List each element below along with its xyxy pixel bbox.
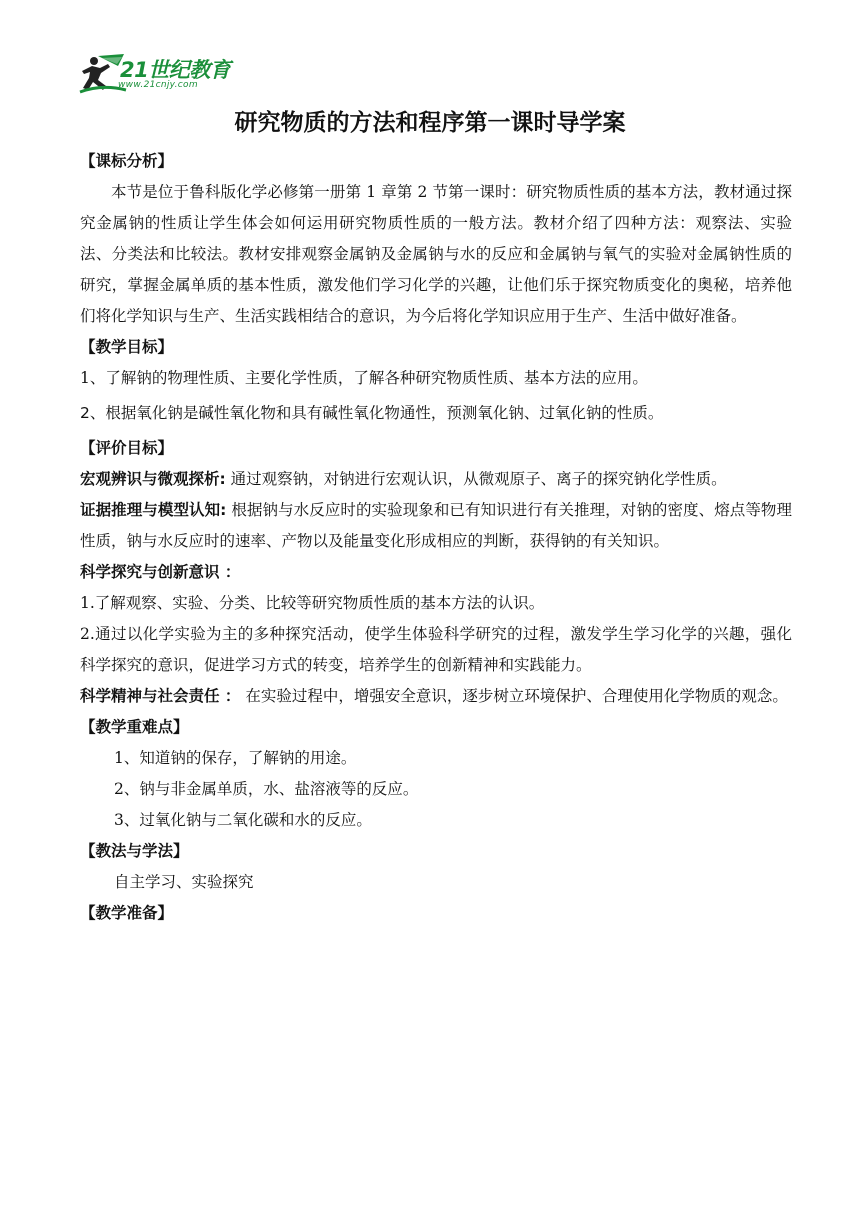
evaluation-heading: 【评价目标】 xyxy=(80,439,174,457)
curriculum-paragraph: 本节是位于鲁科版化学必修第一册第 1 章第 2 节第一课时：研究物质性质的基本方法，教材通过探究金属钠的性质让学生体会如何运用研究物质性质的一般方法。教材介绍了四种方法：观察法、实验法、分类法和比较法。教材安排观察金属钠及金属钠与水的反应和金属钠与氧气的实验对金属钠性质的研究，掌握金属单质的基本性质，激发他们学习化学的兴趣，让他们乐于探究物质变化的奥秘，培养他们将化学知识与生产、生活实践相结合的意识，为今后将化学知识应用于生产、生活中做好准备。 xyxy=(80,183,792,325)
evaluation-label-3: 科学探究与创新意识 ： xyxy=(80,563,241,581)
logo-brand-text: 21世纪教育 xyxy=(120,58,231,82)
objective-item-1: 1、了解钠的物理性质、主要化学性质，了解各种研究物质性质、基本方法的应用。 xyxy=(80,369,648,387)
evaluation-3-item-1: 1.了解观察、实验、分类、比较等研究物质性质的基本方法的认识。 xyxy=(80,594,545,612)
page-title: 研究物质的方法和程序第一课时导学案 xyxy=(234,110,626,136)
key-point-item-2: 2、钠与非金属单质，水、盐溶液等的反应。 xyxy=(114,780,419,798)
evaluation-item-2 xyxy=(80,495,792,557)
evaluation-item-1 xyxy=(80,464,792,495)
evaluation-text-2: 根据钠与水反应时的实验现象和已有知识进行有关推理，对钠的密度、熔点等物理性质，钠与水反应时的速率、产物以及能量变化形成相应的判断，获得钠的有关知识。 xyxy=(80,501,792,550)
key-points-heading: 【教学重难点】 xyxy=(80,718,189,736)
methods-text: 自主学习、实验探究 xyxy=(114,873,254,891)
document-body xyxy=(80,146,792,929)
evaluation-item-4 xyxy=(80,681,792,712)
objectives-heading: 【教学目标】 xyxy=(80,338,174,356)
evaluation-text-1: 通过观察钠，对钠进行宏观认识，从微观原子、离子的探究钠化学性质。 xyxy=(225,470,727,488)
key-point-item-1: 1、知道钠的保存，了解钠的用途。 xyxy=(114,749,357,767)
evaluation-text-4: 在实验过程中，增强安全意识，逐步树立环境保护、合理使用化学物质的观念。 xyxy=(240,687,788,705)
evaluation-label-2: 证据推理与模型认知: xyxy=(80,501,227,519)
curriculum-heading: 【课标分析】 xyxy=(80,152,174,170)
logo-url-text: www.21cnjy.com xyxy=(118,80,198,90)
evaluation-3-item-2: 2.通过以化学实验为主的多种探究活动，使学生体验科学研究的过程，激发学生学习化学的兴趣，强化科学探究的意识，促进学习方式的转变，培养学生的创新精神和实践能力。 xyxy=(80,625,792,674)
key-point-item-3: 3、过氧化钠与二氧化碳和水的反应。 xyxy=(114,811,372,829)
evaluation-label-4: 科学精神与社会责任 ： xyxy=(80,687,241,705)
evaluation-label-1: 宏观辨识与微观探析: xyxy=(80,470,226,488)
logo xyxy=(78,52,258,96)
objective-item-2: 2、根据氧化钠是碱性氧化物和具有碱性氧化物通性，预测氧化钠、过氧化钠的性质。 xyxy=(80,404,664,422)
preparation-heading: 【教学准备】 xyxy=(80,904,174,922)
methods-heading: 【教法与学法】 xyxy=(80,842,189,860)
